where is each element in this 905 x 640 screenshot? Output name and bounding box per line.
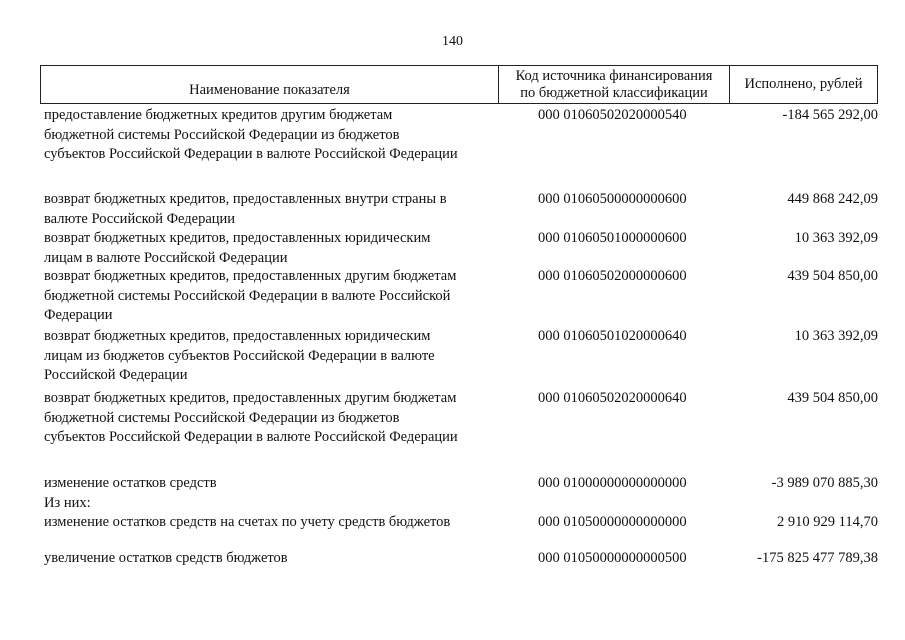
row-name-line: субъектов Российской Федерации в валюте Российской Федерации (44, 146, 458, 162)
row-name (44, 474, 504, 513)
row-code: 000 01060502020000540 (538, 107, 687, 123)
row-name-line: увеличение остатков средств бюджетов (44, 550, 288, 566)
row-name-line: лицам в валюте Российской Федерации (44, 249, 288, 266)
row-name-line: возврат бюджетных кредитов, предоставленных другим бюджетам (44, 268, 457, 284)
row-name-line: Федерации (44, 307, 113, 323)
row-name (44, 190, 504, 229)
row-name-line: Российской Федерации (44, 367, 188, 383)
row-name-line: бюджетной системы Российской Федерации в валюте Российской (44, 287, 451, 304)
header-code-column (499, 66, 730, 103)
row-name-line: возврат бюджетных кредитов, предоставленных другим бюджетам (44, 390, 457, 406)
row-name-line: валюте Российской Федерации (44, 210, 236, 227)
header-value-column: Исполнено, рублей (744, 76, 863, 92)
row-value: 449 868 242,09 (787, 191, 878, 207)
header-code-line1: Код источника финансирования (515, 67, 713, 84)
row-name-line: субъектов Российской Федерации в валюте Российской Федерации (44, 429, 458, 445)
row-name (44, 106, 504, 165)
row-name-line: возврат бюджетных кредитов, предоставленных внутри страны в (44, 191, 447, 207)
row-value: -175 825 477 789,38 (757, 550, 878, 566)
row-name-line: предоставление бюджетных кредитов другим бюджетам (44, 107, 393, 123)
row-name (44, 327, 504, 386)
row-code: 000 01050000000000500 (538, 550, 687, 566)
row-code: 000 01050000000000000 (538, 514, 687, 530)
row-value: -184 565 292,00 (782, 107, 878, 123)
row-name-line: возврат бюджетных кредитов, предоставленных юридическим (44, 230, 431, 246)
row-name-line: изменение остатков средств на счетах по учету средств бюджетов (44, 514, 451, 530)
row-value: 439 504 850,00 (787, 390, 878, 406)
row-value: 10 363 392,09 (794, 230, 878, 246)
row-code: 000 01060502000000600 (538, 268, 687, 284)
row-code: 000 01000000000000000 (538, 475, 687, 491)
row-value: -3 989 070 885,30 (771, 475, 878, 491)
row-name-line: бюджетной системы Российской Федерации из бюджетов (44, 409, 400, 426)
header-code-line2: по бюджетной классификации (520, 84, 708, 101)
row-value: 2 910 929 114,70 (777, 514, 878, 530)
table-header (40, 65, 878, 104)
row-name-line: возврат бюджетных кредитов, предоставленных юридическим (44, 328, 431, 344)
row-name-line: бюджетной системы Российской Федерации из бюджетов (44, 126, 400, 143)
row-code: 000 01060500000000600 (538, 191, 687, 207)
row-name (44, 389, 504, 448)
row-name (44, 549, 504, 569)
row-name-line: лицам из бюджетов субъектов Российской Федерации в валюте (44, 347, 435, 364)
row-code: 000 01060501020000640 (538, 328, 687, 344)
page-number: 140 (442, 34, 463, 49)
row-code: 000 01060502020000640 (538, 390, 687, 406)
row-name (44, 513, 504, 533)
row-name-line: изменение остатков средств (44, 475, 217, 491)
row-value: 10 363 392,09 (794, 328, 878, 344)
row-name (44, 229, 504, 268)
row-name (44, 267, 504, 326)
row-value: 439 504 850,00 (787, 268, 878, 284)
row-code: 000 01060501000000600 (538, 230, 687, 246)
row-name-line: Из них: (44, 494, 91, 511)
header-name-column: Наименование показателя (41, 66, 499, 103)
